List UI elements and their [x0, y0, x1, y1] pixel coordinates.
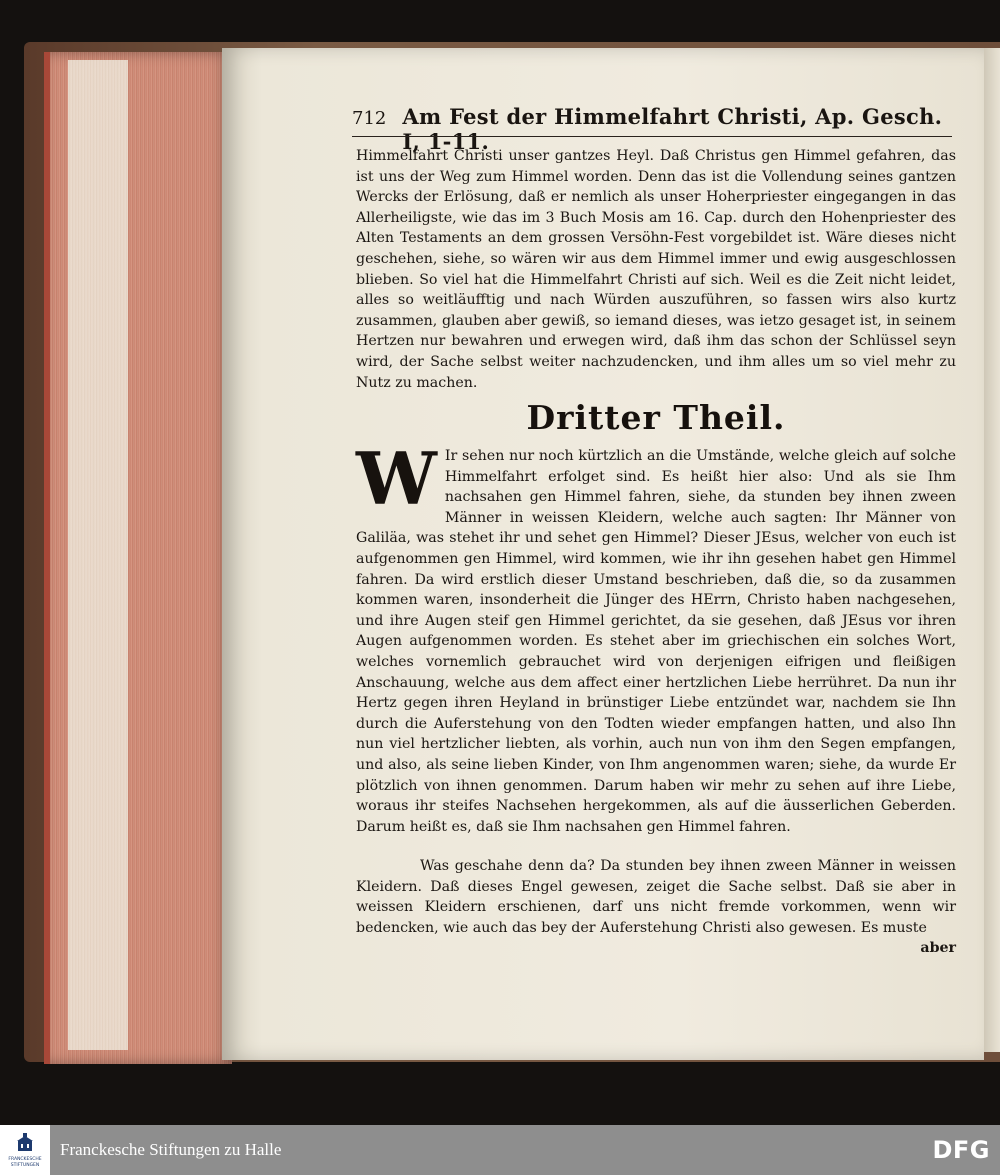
section-title: Dritter Theil. — [526, 398, 786, 437]
franckesche-logo[interactable] — [0, 1125, 50, 1175]
catchword: aber — [920, 940, 956, 956]
paragraph-2-text: Ir sehen nur noch kürtzlich an die Umstände, welche gleich auf solche Himmelfahrt erfolget sind. Es heißt hier also: Und als sie Ihm nachsahen gen Himmel fahren, siehe, da stunden bey ihnen zween Männer in weissen Kleidern, welche auch sagten: Ihr Männer von Galiläa, was stehet ihr und sehet gen Himmel? Dieser JEsus, welcher von euch ist aufgenommen gen Himmel, wird kommen, wie ihr ihn gesehen habet gen Himmel fahren. Da wird erstlich dieser Umstand beschrieben, daß die, so da zusammen kommen waren, insonderheit die Jünger des HErrn, Christo haben nachgesehen, und ihre Augen steif gen Himmel gerichtet, da sie gesehen, daß JEsus vor ihren Augen aufgenommen worden. Es stehet aber im griechischen ein solches Wort, welches vornemlich gebrauchet wird von derjenigen eifrigen und fleißigen Anschauung, welche aus dem affect einer hertzlichen Liebe herrühret. Da nun ihr Hertz gegen ihren Heyland in brünstiger Liebe entzündet war, nachdem sie Ihn durch die Auferstehung von den Todten wieder empfangen hatten, und also Ihn nun viel hertzlicher liebten, als vorhin, auch nun von ihm den Segen empfangen, und also, als seine lieben Kinder, von Ihm angenommen waren; siehe, da wurde Er plötzlich von ihnen genommen. Darum haben wir mehr zu sehen auf ihre Liebe, woraus ihr steifes Nachsehen hergekommen, als auf die äusserlichen Geberden. Darum heißt es, daß sie Ihm nachsahen gen Himmel fahren. — [356, 448, 956, 835]
footer-bar — [0, 1125, 1000, 1175]
running-head-title: Am Fest der Himmelfahrt Christi, Ap. Gesch. I, 1-11. — [402, 104, 943, 154]
dfg-logo[interactable]: DFG — [932, 1136, 990, 1164]
logo-text: FRANCKESCHE STIFTUNGEN — [8, 1157, 42, 1168]
page-right-edge — [984, 48, 1000, 1052]
paragraph-3: Was geschahe denn da? Da stunden bey ihnen zween Männer in weissen Kleidern. Daß dieses Engel gewesen, zeiget die Sache selbst. Daß sie aber in weissen Kleidern erschienen, darf uns nicht fremde vorkommen, wenn wir bedencken, wie auch das bey der Auferstehung Christi also gewesen. Es muste — [356, 858, 956, 936]
header-rule — [352, 136, 952, 137]
page-edges-inner — [68, 60, 128, 1050]
page-edges — [44, 52, 232, 1064]
paragraph-2 — [356, 436, 956, 837]
page-number: 712 — [352, 108, 387, 129]
building-icon — [14, 1131, 36, 1157]
drop-cap: W — [356, 436, 437, 521]
institution-name: Franckesche Stiftungen zu Halle — [60, 1140, 282, 1159]
paragraph-1: Himmelfahrt Christi unser gantzes Heyl. Daß Christus gen Himmel gefahren, das ist uns der Weg zum Himmel worden. Denn das ist die Vollendung seines gantzen Wercks der Erlösung, daß er nemlich als unser Hoherpriester eingegangen in das Allerheiligste, wie das im 3 Buch Mosis am 16. Cap. durch den Hohenpriester des Alten Testaments an dem grossen Versöhn-Fest vorgebildet ist. Wäre dieses nicht geschehen, siehe, so wären wir aus dem Himmel immer und ewig ausgeschlossen blieben. So viel hat die Himmelfahrt Christi auf sich. Weil es die Zeit nicht leidet, alles so weitläufftig und nach Würden auszuführen, so fassen wirs also kurtz zusammen, glauben aber gewiß, so iemand dieses, was ietzo gesaget ist, in seinem Hertzen nur bewahren und erwegen wird, daß ihm das schon der Schlüssel seyn wird, der Sache selbst weiter nachzudencken, und ihm alles um so viel mehr zu Nutz zu machen. — [356, 148, 956, 391]
